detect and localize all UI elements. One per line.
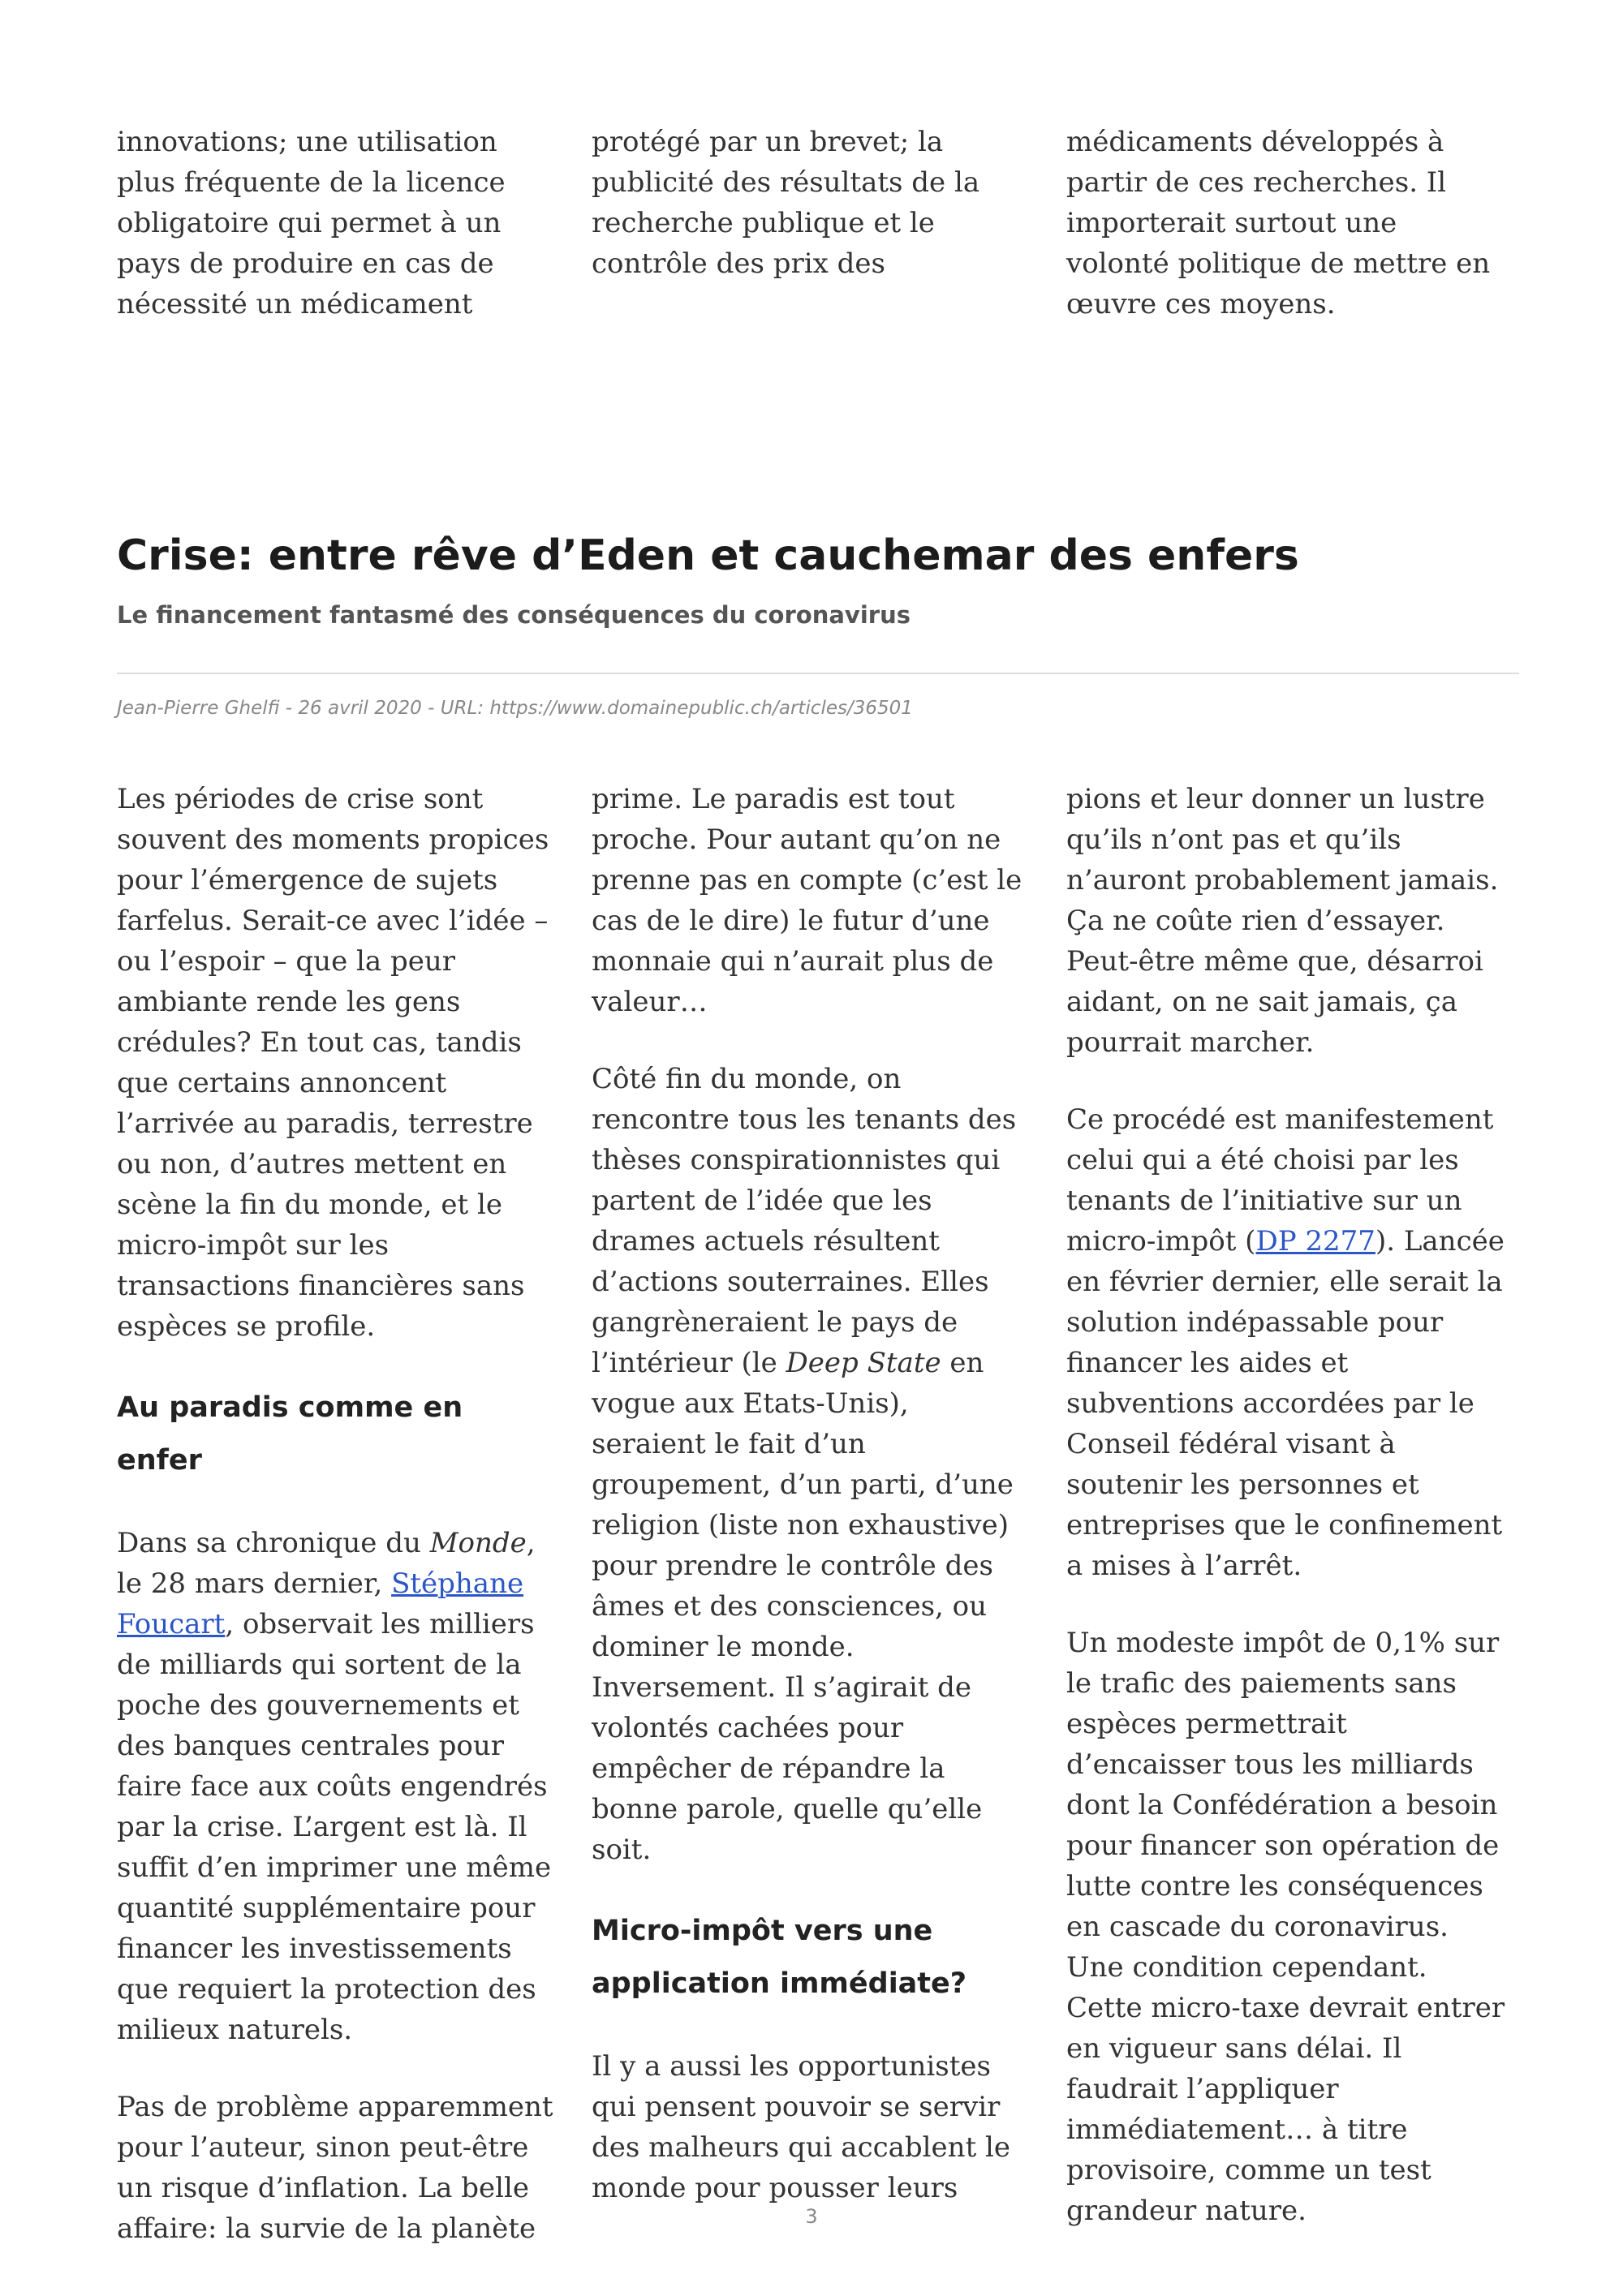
text-run: ). Lancée en février dernier, elle serait la solution indépassable pour financer les aides et subventions accordées par le Conseil fédéral visant à soutenir les personnes et entreprises que le confinement a mises à l’arrêt. [1066,1225,1505,1582]
paragraph: protégé par un brevet; la publicité des résultats de la recherche publique et le contrôle des prix des [592,126,980,280]
paragraph [592,1059,1031,1870]
article-body [117,779,1506,2249]
text-run: Côté fin du monde, on rencontre tous les tenants des thèses conspirationnistes qui partent de l’idée que les drames actuels résultent d’actions souterraines. Elles gangrèneraient le pays de l’intérieur (le [592,1063,1017,1379]
dp-reference-link[interactable]: DP 2277 [1255,1225,1375,1258]
text-run: en vogue aux Etats-Unis), seraient le fait d’un groupement, d’un parti, d’une religion (liste non exhaustive) pour prendre le contrôle des âmes et des consciences, ou dominer le monde. Inversement. Il s’agirait de volontés cachées pour empêcher de répandre la bonne parole, quelle qu’elle soit. [592,1347,1014,1866]
text-run: , observait les milliers de milliards qui sortent de la poche des gouvernements et des banques centrales pour faire face aux coûts engendrés par la crise. L’argent est là. Il suffit d’en imprimer une même quantité supplémentaire pour financer les investissements que requiert la protection des milieux naturels. [117,1608,552,2046]
paragraph: innovations; une utilisation plus fréquente de la licence obligatoire qui permet à un pays de produire en cas de nécessité un médicament [117,126,506,320]
paragraph [117,1523,557,2050]
section-heading: Au paradis comme en enfer [117,1391,463,1477]
paragraph: médicaments développés à partir de ces recherches. Il importerait surtout une volonté politique de mettre en œuvre ces moyens. [1066,126,1491,320]
article-column-1 [117,779,557,2249]
article-column-3 [1066,779,1506,2249]
paragraph: Un modeste impôt de 0,1% sur le trafic des paiements sans espèces permettrait d’encaisser tous les milliards dont la Confédération a besoin pour financer son opération de lutte contre les conséquences en cascade du coronavirus. Une condition cependant. Cette micro-taxe devrait entrer en vigueur sans délai. Il faudrait l’appliquer immédiatement… à titre provisoire, comme un test grandeur nature. [1066,1627,1505,2227]
emphasis-text: Monde [429,1527,527,1559]
emphasis-text: Deep State [786,1347,941,1379]
previous-article-column-3 [1066,122,1506,325]
previous-article-column-2 [592,122,1031,325]
paragraph: Pas de problème apparemment pour l’auteur, sinon peut-être un risque d’inflation. La belle affaire: la survie de la planète [117,2091,553,2245]
author-link[interactable]: Stéphane Foucart [117,1567,524,1640]
article-title: Crise: entre rêve d’Eden et cauchemar des enfers [117,531,1299,580]
section-heading: Micro-impôt vers une application immédiate? [592,1915,967,2000]
paragraph: pions et leur donner un lustre qu’ils n’ont pas et qu’ils n’auront probablement jamais. Ça ne coûte rien d’essayer. Peut-être même que, désarroi aidant, on ne sait jamais, ça pourrait marcher. [1066,783,1499,1059]
paragraph: prime. Le paradis est tout proche. Pour autant qu’on ne prenne pas en compte (c’est le cas de le dire) le futur d’une monnaie qui n’aurait plus de valeur… [592,783,1022,1018]
text-run: , le 28 mars dernier, [117,1527,536,1600]
previous-article-continuation [117,122,1506,325]
text-run: Ce procédé est manifestement celui qui a été choisi par les tenants de l’initiative sur un micro-impôt ( [1066,1103,1494,1258]
article-column-2 [592,779,1031,2249]
paragraph: Il y a aussi les opportunistes qui pensent pouvoir se servir des malheurs qui accablent le monde pour pousser leurs [592,2050,1011,2204]
divider [117,673,1519,674]
article-subtitle: Le financement fantasmé des conséquences du coronavirus [117,601,911,629]
article-byline: Jean-Pierre Ghelfi - 26 avril 2020 - URL: https://www.domainepublic.ch/articles/36501 [117,698,913,719]
page-number: 3 [805,2205,818,2228]
text-run: Dans sa chronique du [117,1527,430,1559]
paragraph: Les périodes de crise sont souvent des moments propices pour l’émergence de sujets farfelus. Serait-ce avec l’idée – ou l’espoir – que la peur ambiante rende les gens crédules? En tout cas, tandis que certains annoncent l’arrivée au paradis, terrestre ou non, d’autres mettent en scène la fin du monde, et le micro-impôt sur les transactions financières sans espèces se profile. [117,783,549,1343]
previous-article-column-1 [117,122,557,325]
paragraph [1066,1099,1506,1586]
